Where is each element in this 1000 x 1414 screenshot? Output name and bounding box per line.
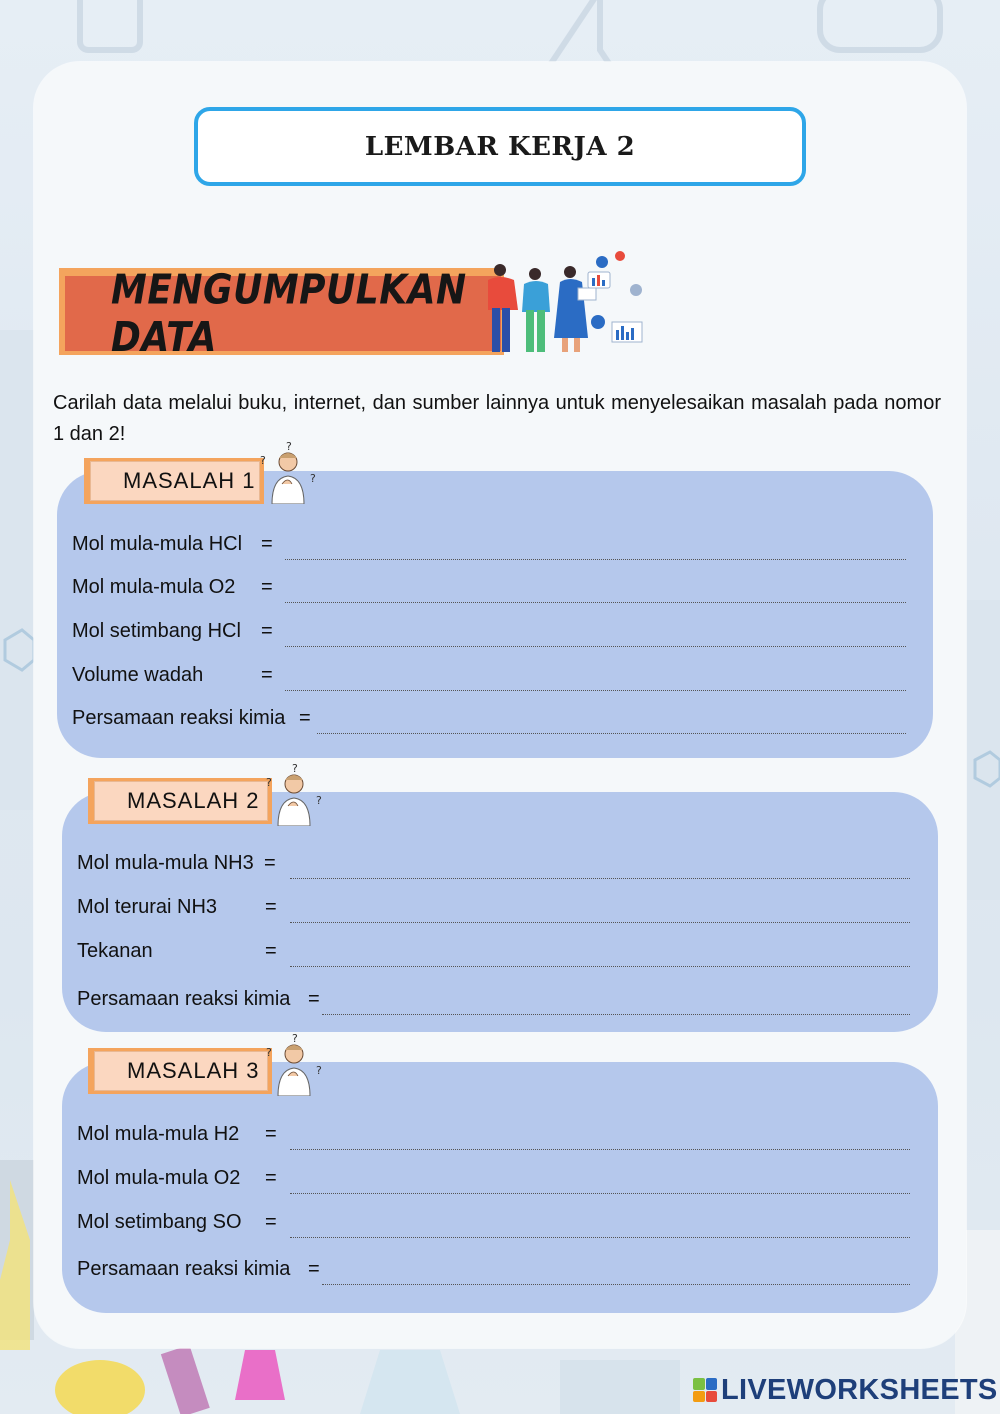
- thinking-person-icon: [258, 762, 324, 826]
- answer-row: [77, 985, 910, 1015]
- answer-input[interactable]: [290, 878, 910, 879]
- answer-row: [72, 530, 906, 560]
- section-banner: [59, 266, 504, 361]
- svg-text:?: ?: [292, 762, 298, 775]
- row-label: Mol setimbang HCl: [72, 620, 241, 642]
- answer-input[interactable]: [285, 602, 906, 603]
- row-label: Mol mula-mula O2: [77, 1167, 241, 1189]
- svg-text:?: ?: [292, 1032, 298, 1045]
- banner-inner: [65, 266, 501, 361]
- equals-sign: =: [261, 533, 273, 555]
- answer-input[interactable]: [290, 922, 910, 923]
- svg-text:?: ?: [286, 440, 292, 453]
- liveworksheets-logo[interactable]: [693, 1374, 998, 1406]
- equals-sign: =: [308, 1258, 320, 1280]
- svg-text:?: ?: [266, 1046, 272, 1059]
- equals-sign: =: [265, 1123, 277, 1145]
- answer-row: [77, 849, 910, 879]
- answer-input[interactable]: [285, 690, 906, 691]
- problem-tag-inner: [90, 461, 260, 501]
- equals-sign: =: [261, 620, 273, 642]
- answer-input[interactable]: [290, 966, 910, 967]
- problem-tag-label: MASALAH 1: [123, 468, 256, 493]
- answer-row: [77, 1208, 910, 1238]
- logo-text: LIVEWORKSHEETS: [721, 1373, 998, 1406]
- page-title: LEMBAR KERJA 2: [364, 131, 636, 162]
- answer-input[interactable]: [317, 733, 906, 734]
- team-data-illustration-icon: [480, 248, 650, 360]
- problem-tag-inner: [94, 1051, 268, 1091]
- equals-sign: =: [265, 1167, 277, 1189]
- svg-text:?: ?: [316, 794, 322, 807]
- equals-sign: =: [265, 940, 277, 962]
- row-label: Mol mula-mula H2: [77, 1123, 240, 1145]
- title-box: [194, 107, 806, 186]
- answer-input[interactable]: [285, 559, 906, 560]
- answer-input[interactable]: [290, 1237, 910, 1238]
- equals-sign: =: [308, 988, 320, 1010]
- row-label: Persamaan reaksi kimia: [77, 1258, 291, 1280]
- answer-row: [72, 617, 906, 647]
- equals-sign: =: [264, 852, 276, 874]
- row-label: Mol mula-mula NH3: [77, 852, 254, 874]
- answer-input[interactable]: [322, 1284, 910, 1285]
- row-label: Mol terurai NH3: [77, 896, 218, 918]
- svg-text:?: ?: [310, 472, 316, 485]
- row-label: Persamaan reaksi kimia: [72, 707, 286, 729]
- row-label: Mol setimbang SO: [77, 1211, 242, 1233]
- row-label: Volume wadah: [72, 664, 204, 686]
- problem-tag-label: MASALAH 2: [127, 788, 260, 813]
- equals-sign: =: [299, 707, 311, 729]
- answer-row: [72, 573, 906, 603]
- problem-tag-label: MASALAH 3: [127, 1058, 260, 1083]
- thinking-person-icon: [252, 440, 318, 504]
- answer-row: [77, 937, 910, 967]
- answer-row: [77, 1164, 910, 1194]
- equals-sign: =: [261, 664, 273, 686]
- equals-sign: =: [265, 1211, 277, 1233]
- answer-row: [77, 1255, 910, 1285]
- row-label: Mol mula-mula O2: [72, 576, 236, 598]
- liveworksheets-logo-icon: [693, 1378, 717, 1402]
- problem-tag-inner: [94, 781, 268, 821]
- answer-row: [72, 704, 906, 734]
- row-label: Mol mula-mula HCl: [72, 533, 243, 555]
- equals-sign: =: [261, 576, 273, 598]
- problem-tag-1: [84, 458, 264, 504]
- problem-tag-3: [88, 1048, 272, 1094]
- row-label: Tekanan: [77, 940, 153, 962]
- row-label: Persamaan reaksi kimia: [77, 988, 291, 1010]
- equals-sign: =: [265, 896, 277, 918]
- instructions-text: Carilah data melalui buku, internet, dan sumber lainnya untuk menyelesaikan masalah pada nomor 1 dan 2!: [53, 392, 941, 445]
- svg-text:?: ?: [260, 454, 266, 467]
- answer-row: [77, 893, 910, 923]
- answer-input[interactable]: [322, 1014, 910, 1015]
- thinking-person-icon: [258, 1032, 324, 1096]
- svg-text:?: ?: [266, 776, 272, 789]
- answer-row: [77, 1120, 910, 1150]
- answer-input[interactable]: [285, 646, 906, 647]
- problem-tag-2: [88, 778, 272, 824]
- svg-text:?: ?: [316, 1064, 322, 1077]
- answer-input[interactable]: [290, 1193, 910, 1194]
- banner-title: MENGUMPULKAN DATA: [111, 266, 467, 361]
- answer-row: [72, 661, 906, 691]
- answer-input[interactable]: [290, 1149, 910, 1150]
